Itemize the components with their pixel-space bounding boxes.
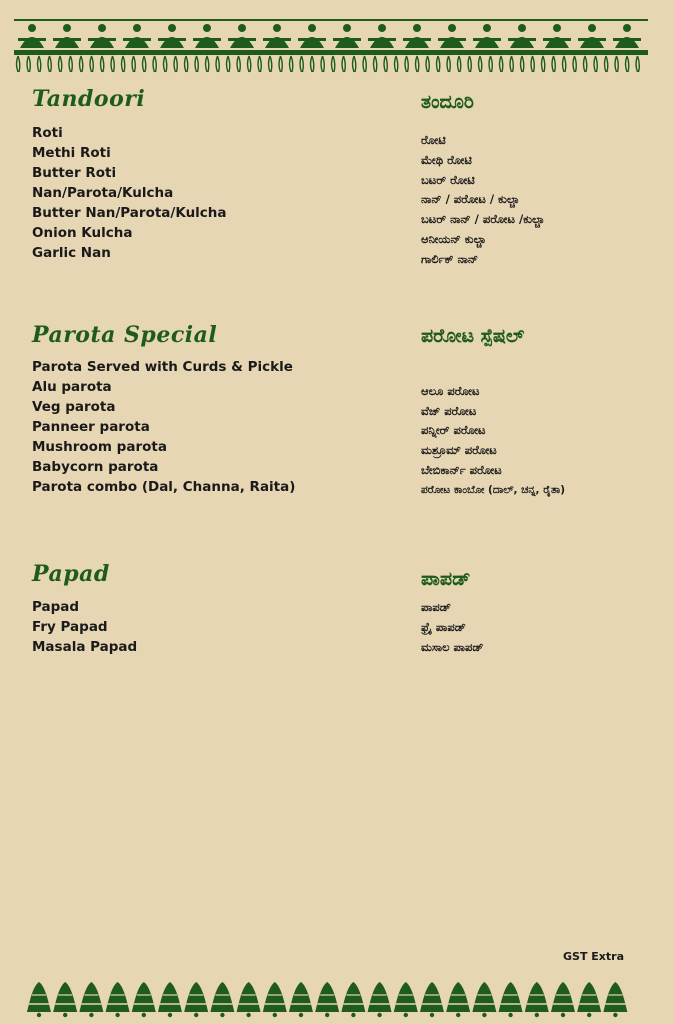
list-item: ಬಟರ್ ನಾನ್ / ಪರೋಟ /ಕುಲ್ಚಾ bbox=[421, 212, 545, 227]
tandoori-items-kannada bbox=[421, 131, 545, 270]
list-item: ನಾನ್ / ಪರೋಟ / ಕುಲ್ಚಾ bbox=[421, 192, 520, 207]
ornament-bell bbox=[525, 982, 549, 1017]
section-title-tandoori: Tandoori bbox=[32, 86, 146, 112]
ornament-tassel bbox=[468, 56, 471, 72]
ornament-bell bbox=[263, 982, 287, 1017]
ornament-tassel bbox=[584, 56, 587, 72]
ornament-tassel bbox=[615, 56, 618, 72]
ornament-tassel bbox=[500, 56, 503, 72]
list-item: Masala Papad bbox=[32, 639, 138, 655]
ornament-tassel bbox=[195, 56, 198, 72]
ornament-tassel bbox=[27, 56, 30, 72]
ornament-tassel bbox=[395, 56, 398, 72]
ornament-tassel bbox=[248, 56, 251, 72]
ornament-tassel bbox=[458, 56, 461, 72]
parota-items-english bbox=[32, 357, 295, 497]
list-item: Butter Nan/Parota/Kulcha bbox=[32, 205, 227, 221]
ornament-tassel bbox=[321, 56, 324, 72]
ornament-tassel bbox=[489, 56, 492, 72]
ornament-tassel bbox=[563, 56, 566, 72]
ornament-tassel bbox=[342, 56, 345, 72]
ornament-bell bbox=[368, 982, 392, 1017]
list-item: ರೋಟಿ bbox=[421, 133, 446, 147]
ornament-tassel bbox=[164, 56, 167, 72]
ornament-tassel bbox=[17, 56, 20, 72]
ornament-tassel bbox=[311, 56, 314, 72]
ornament-tassel bbox=[353, 56, 356, 72]
ornament-figure bbox=[333, 24, 361, 48]
ornament-bell bbox=[158, 982, 182, 1017]
ornament-tassel bbox=[426, 56, 429, 72]
papad-items-kannada bbox=[421, 598, 483, 657]
list-item: Nan/Parota/Kulcha bbox=[32, 185, 174, 201]
ornament-bell bbox=[79, 982, 103, 1017]
ornament-tassel bbox=[227, 56, 230, 72]
ornament-figure bbox=[508, 24, 536, 48]
list-item: ಬೇಬಿಕಾರ್ನ್ ಪರೋಟ bbox=[421, 462, 502, 477]
ornament-tassel bbox=[447, 56, 450, 72]
ornament-figure bbox=[263, 24, 291, 48]
ornament-figure bbox=[368, 24, 396, 48]
list-item bbox=[421, 362, 565, 382]
list-item: Veg parota bbox=[32, 399, 116, 415]
list-item: ಆನೀಯನ್ ಕುಲ್ಚಾ bbox=[421, 231, 487, 246]
list-item: Alu parota bbox=[32, 379, 112, 395]
ornament-tassel bbox=[48, 56, 51, 72]
ornament-figure bbox=[473, 24, 501, 48]
ornament-bell bbox=[472, 982, 496, 1017]
ornament-figure bbox=[18, 24, 46, 48]
ornament-bell bbox=[106, 982, 130, 1017]
ornament-figure bbox=[123, 24, 151, 48]
ornament-tassel bbox=[363, 56, 366, 72]
ornament-bell bbox=[315, 982, 339, 1017]
list-item: ಪಾಪಡ್ bbox=[421, 600, 451, 614]
list-item: ಮಸಾಲ ಪಾಪಡ್ bbox=[421, 639, 484, 654]
section-title-parota-special-kannada: ಪರೋಟ ಸ್ಪೆಷಲ್ bbox=[421, 325, 525, 347]
list-item: Parota Served with Curds & Pickle bbox=[32, 359, 293, 375]
ornament-tassel bbox=[258, 56, 261, 72]
list-item: Garlic Nan bbox=[32, 245, 111, 261]
ornament-tassel bbox=[542, 56, 545, 72]
ornament-figure bbox=[613, 24, 641, 48]
ornament-tassel bbox=[90, 56, 93, 72]
ornament-tassel bbox=[552, 56, 555, 72]
list-item: Fry Papad bbox=[32, 619, 108, 635]
ornament-tassel bbox=[332, 56, 335, 72]
list-item: ವೆಜ್ ಪರೋಟ bbox=[421, 403, 477, 418]
ornament-tassel bbox=[279, 56, 282, 72]
ornament-bell bbox=[551, 982, 575, 1017]
ornament-bell bbox=[210, 982, 234, 1017]
section-title-parota-special: Parota Special bbox=[32, 322, 218, 348]
ornament-figure bbox=[158, 24, 186, 48]
ornament-figure bbox=[543, 24, 571, 48]
list-item: ಪನ್ನೀರ್ ಪರೋಟ bbox=[421, 423, 486, 438]
ornament-figure bbox=[298, 24, 326, 48]
list-item: Babycorn parota bbox=[32, 459, 159, 475]
parota-items-kannada bbox=[421, 362, 565, 501]
ornament-bell bbox=[499, 982, 523, 1017]
list-item: Roti bbox=[32, 125, 63, 141]
list-item: ಗಾರ್ಲಿಕ್ ನಾನ್ bbox=[421, 251, 479, 266]
ornament-bell bbox=[446, 982, 470, 1017]
ornament-bell bbox=[237, 982, 261, 1017]
ornament-tassel bbox=[384, 56, 387, 72]
ornament-bell bbox=[603, 982, 627, 1017]
list-item: Panneer parota bbox=[32, 419, 150, 435]
ornament-tassel bbox=[185, 56, 188, 72]
ornament-tassel bbox=[374, 56, 377, 72]
ornament-tassel bbox=[111, 56, 114, 72]
ornament-figure bbox=[193, 24, 221, 48]
ornament-tassel bbox=[531, 56, 534, 72]
list-item: Methi Roti bbox=[32, 145, 111, 161]
list-item: Parota combo (Dal, Channa, Raita) bbox=[32, 479, 296, 495]
ornament-figure bbox=[53, 24, 81, 48]
ornament-tassel bbox=[300, 56, 303, 72]
ornament-tassel bbox=[521, 56, 524, 72]
ornament-tassel bbox=[143, 56, 146, 72]
ornament-tassel bbox=[510, 56, 513, 72]
ornament-bell bbox=[289, 982, 313, 1017]
ornament-tassel bbox=[290, 56, 293, 72]
ornament-tassel bbox=[479, 56, 482, 72]
ornament-tassel bbox=[594, 56, 597, 72]
ornament-tassel bbox=[437, 56, 440, 72]
ornament-tassel bbox=[626, 56, 629, 72]
ornament-tassel bbox=[573, 56, 576, 72]
list-item: Papad bbox=[32, 599, 80, 615]
gst-note: GST Extra bbox=[563, 950, 624, 963]
ornament-tassel bbox=[153, 56, 156, 72]
list-item: ಪರೋಟ ಕಾಂಬೋ (ದಾಲ್, ಚನ್ನ, ರೈತಾ) bbox=[421, 483, 566, 496]
ornament-figure bbox=[88, 24, 116, 48]
ornament-figure bbox=[578, 24, 606, 48]
ornament-figure bbox=[438, 24, 466, 48]
ornament-bell bbox=[577, 982, 601, 1017]
bottom-decorative-border bbox=[26, 978, 638, 1018]
ornament-bell bbox=[420, 982, 444, 1017]
tandoori-items-english bbox=[32, 123, 227, 263]
ornament-bell bbox=[341, 982, 365, 1017]
ornament-tassel bbox=[605, 56, 608, 72]
ornament-tassel bbox=[101, 56, 104, 72]
ornament-bell bbox=[184, 982, 208, 1017]
top-decorative-border bbox=[14, 16, 648, 76]
list-item: ಆಲೂ ಪರೋಟ bbox=[421, 383, 480, 398]
ornament-bell bbox=[394, 982, 418, 1017]
ornament-tassel bbox=[59, 56, 62, 72]
list-item: ಮಶ್ರೂಮ್ ಪರೋಟ bbox=[421, 443, 497, 458]
ornament-figure bbox=[228, 24, 256, 48]
ornament-tassel bbox=[38, 56, 41, 72]
ornament-tassel bbox=[636, 56, 639, 72]
list-item: ಮೇಥಿ ರೋಟಿ bbox=[421, 152, 472, 167]
ornament-tassel bbox=[216, 56, 219, 72]
ornament-tassel bbox=[416, 56, 419, 72]
list-item: ಬಟರ್ ರೋಟಿ bbox=[421, 172, 475, 187]
ornament-tassel bbox=[237, 56, 240, 72]
list-item: Mushroom parota bbox=[32, 439, 167, 455]
ornament-bell bbox=[27, 982, 51, 1017]
ornament-bell bbox=[53, 982, 77, 1017]
section-title-papad: Papad bbox=[32, 561, 110, 587]
ornament-tassel bbox=[206, 56, 209, 72]
ornament-tassel bbox=[122, 56, 125, 72]
list-item: Butter Roti bbox=[32, 165, 117, 181]
papad-items-english bbox=[32, 597, 137, 657]
list-item: Onion Kulcha bbox=[32, 225, 133, 241]
section-title-papad-kannada: ಪಾಪಡ್ bbox=[421, 568, 471, 590]
ornament-tassel bbox=[80, 56, 83, 72]
ornament-tassel bbox=[132, 56, 135, 72]
list-item: ಫ್ರೈ ಪಾಪಡ್ bbox=[421, 619, 466, 634]
section-title-tandoori-kannada: ತಂದೂರಿ bbox=[421, 91, 474, 113]
ornament-figure bbox=[403, 24, 431, 48]
ornament-tassel bbox=[269, 56, 272, 72]
ornament-tassel bbox=[405, 56, 408, 72]
ornament-tassel bbox=[69, 56, 72, 72]
ornament-tassel bbox=[174, 56, 177, 72]
ornament-bell bbox=[132, 982, 156, 1017]
